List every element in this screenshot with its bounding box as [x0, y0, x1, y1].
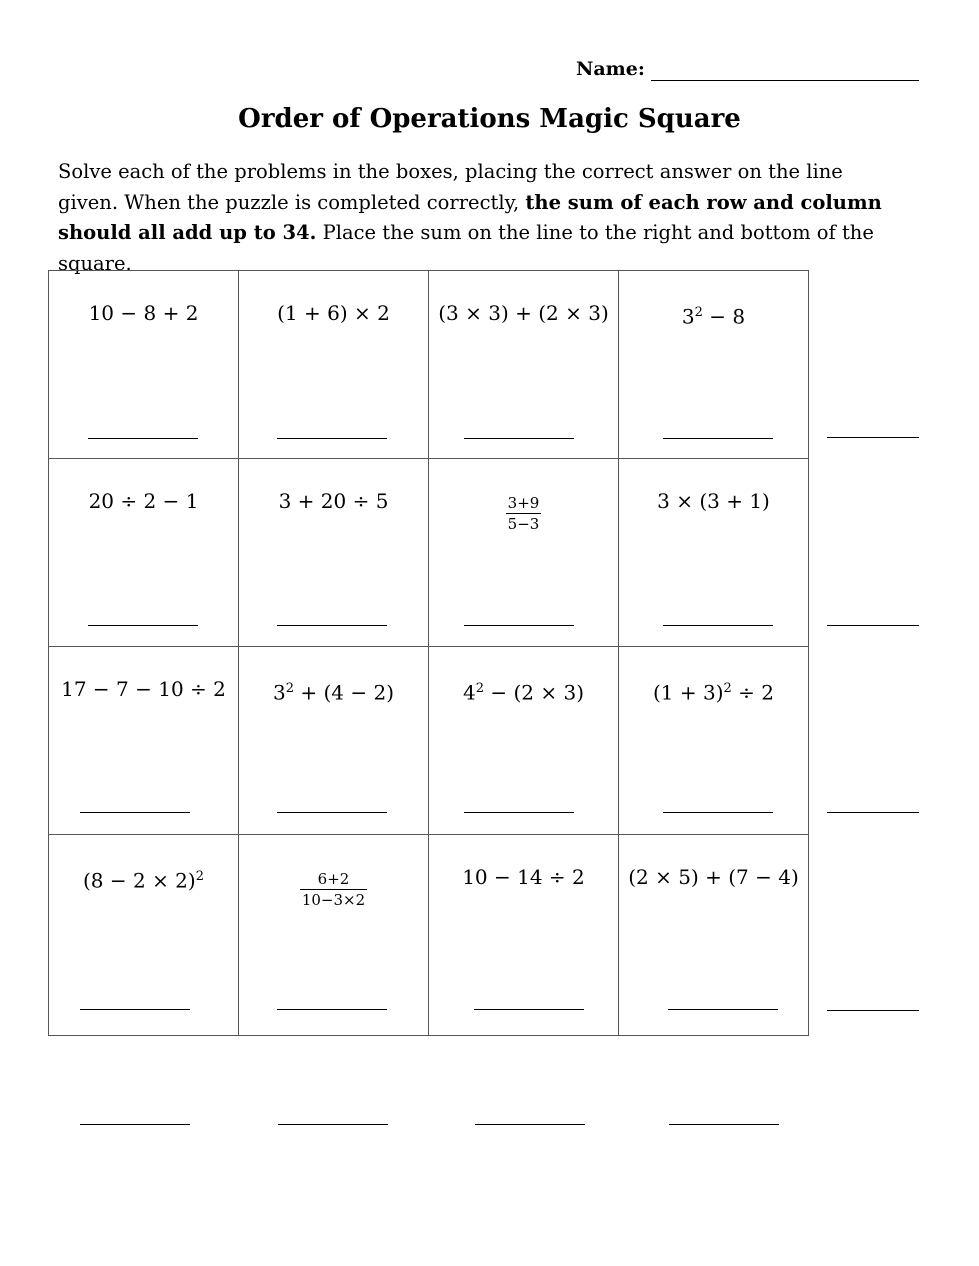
problem-r1c1: 10 − 8 + 2 [88, 301, 199, 325]
problem-r4c1-exp: 2 [195, 869, 204, 884]
fraction-r2c3-numerator: 3+9 [507, 494, 540, 512]
problem-r2c3 [429, 487, 618, 534]
problem-r3c2 [239, 675, 428, 707]
answer-line-r2c2[interactable] [277, 625, 387, 626]
problem-r1c3: (3 × 3) + (2 × 3) [438, 301, 609, 325]
answer-line-r1c2[interactable] [277, 438, 387, 439]
fraction-r4c2 [300, 869, 367, 910]
row-sum-line-2[interactable] [827, 625, 919, 626]
magic-square [48, 270, 809, 1036]
instructions-text-2: Place the sum on the line to the right and bottom of the square. [58, 221, 874, 275]
cell-r1c4 [619, 271, 809, 459]
column-sum-line-1[interactable] [80, 1124, 190, 1125]
cell-r3c2 [239, 647, 429, 835]
instructions-bold: the sum of each row and column should all add up to 34. [58, 190, 882, 244]
instructions [58, 157, 898, 279]
problem-r3c3 [429, 675, 618, 707]
instructions-text-1: Solve each of the problems in the boxes, placing the correct answer on the line given. When the puzzle is completed correctly, [58, 160, 843, 214]
answer-line-r3c2[interactable] [277, 812, 387, 813]
cell-r4c4 [619, 835, 809, 1036]
fraction-r2c3 [506, 493, 542, 534]
problem-r4c4: (2 × 5) + (7 − 4) [628, 865, 799, 889]
cell-r1c1 [49, 271, 239, 459]
column-sum-line-4[interactable] [669, 1124, 779, 1125]
answer-line-r2c4[interactable] [663, 625, 773, 626]
fraction-r2c3-denominator: 5−3 [507, 515, 540, 533]
grid-row-4 [49, 835, 809, 1036]
problem-r3c2-exp: 2 [285, 681, 294, 696]
problem-r4c3: 10 − 14 ÷ 2 [462, 865, 585, 889]
answer-line-r4c3[interactable] [474, 1009, 584, 1010]
answer-line-r3c3[interactable] [464, 812, 574, 813]
problem-r3c4-rest: ÷ 2 [731, 680, 774, 705]
cell-r4c3 [429, 835, 619, 1036]
problem-r1c4-rest: − 8 [702, 304, 746, 329]
cell-r2c2 [239, 459, 429, 647]
row-sum-line-3[interactable] [827, 812, 919, 813]
answer-line-r1c1[interactable] [88, 438, 198, 439]
cell-r1c2 [239, 271, 429, 459]
fraction-r4c2-numerator: 6+2 [317, 870, 350, 888]
column-sum-line-2[interactable] [278, 1124, 388, 1125]
fraction-r4c2-denominator: 10−3×2 [301, 891, 366, 909]
problem-r3c4 [619, 675, 808, 707]
answer-line-r3c4[interactable] [663, 812, 773, 813]
problem-r1c2: (1 + 6) × 2 [277, 301, 390, 325]
cell-r3c4 [619, 647, 809, 835]
problem-r3c1: 17 − 7 − 10 ÷ 2 [61, 677, 226, 701]
row-sum-line-1[interactable] [827, 437, 919, 438]
problem-r2c2: 3 + 20 ÷ 5 [278, 489, 389, 513]
answer-line-r4c4[interactable] [668, 1009, 778, 1010]
problem-r3c2-rest: + (4 − 2) [294, 680, 394, 705]
grid-row-1 [49, 271, 809, 459]
cell-r2c3 [429, 459, 619, 647]
answer-line-r1c4[interactable] [663, 438, 773, 439]
problem-r1c4-exp: 2 [694, 305, 703, 320]
problem-r3c3-rest: − (2 × 3) [484, 680, 584, 705]
cell-r4c2 [239, 835, 429, 1036]
problem-r2c4: 3 × (3 + 1) [657, 489, 770, 513]
grid-row-3 [49, 647, 809, 835]
problem-r2c1: 20 ÷ 2 − 1 [88, 489, 199, 513]
problem-r3c4-base: (1 + 3) [652, 680, 724, 705]
row-sum-line-4[interactable] [827, 1010, 919, 1011]
problem-r4c2 [239, 863, 428, 910]
cell-r4c1 [49, 835, 239, 1036]
cell-r1c3 [429, 271, 619, 459]
answer-line-r1c3[interactable] [464, 438, 574, 439]
problem-r3c2-base: 3 [272, 680, 286, 705]
answer-line-r3c1[interactable] [80, 812, 190, 813]
cell-r3c1 [49, 647, 239, 835]
problem-r1c4 [619, 299, 808, 331]
answer-line-r4c2[interactable] [277, 1009, 387, 1010]
answer-line-r2c3[interactable] [464, 625, 574, 626]
name-label: Name: [576, 58, 645, 80]
problem-r1c4-base: 3 [681, 304, 695, 329]
cell-r3c3 [429, 647, 619, 835]
grid-row-2 [49, 459, 809, 647]
column-sum-line-3[interactable] [475, 1124, 585, 1125]
cell-r2c1 [49, 459, 239, 647]
cell-r2c4 [619, 459, 809, 647]
name-line[interactable] [651, 80, 919, 81]
problem-r3c3-exp: 2 [475, 681, 484, 696]
page-title: Order of Operations Magic Square [238, 104, 741, 134]
problem-r4c1 [49, 863, 238, 895]
problem-r4c1-base: (8 − 2 × 2) [82, 868, 196, 893]
answer-line-r4c1[interactable] [80, 1009, 190, 1010]
problem-r3c3-base: 4 [462, 680, 476, 705]
problem-r3c4-exp: 2 [723, 681, 732, 696]
answer-line-r2c1[interactable] [88, 625, 198, 626]
